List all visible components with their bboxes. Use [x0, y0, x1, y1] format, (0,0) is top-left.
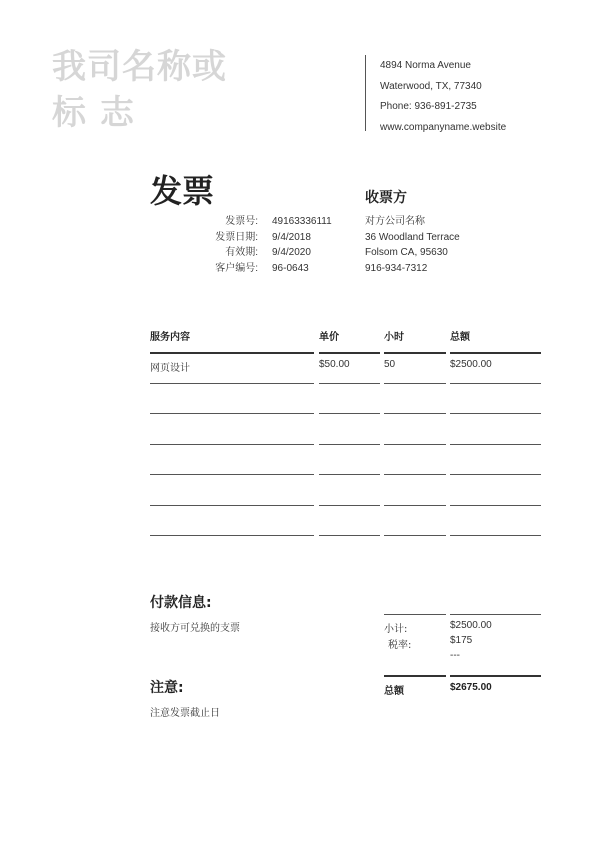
bill-to-name: 对方公司名称 [365, 216, 425, 227]
header-rule-hours [384, 352, 446, 354]
row-rule [450, 383, 541, 384]
row-rule [450, 474, 541, 475]
invoice-valid: 9/4/2020 [272, 247, 311, 258]
header-rule-service [150, 352, 314, 354]
row-rule [319, 444, 380, 445]
address-divider [365, 55, 366, 131]
row-rule [384, 383, 446, 384]
row-rule [319, 535, 380, 536]
row-1-price: $50.00 [319, 359, 350, 370]
row-rule [319, 413, 380, 414]
invoice-title: 发票 [150, 172, 215, 210]
row-1-hours: 50 [384, 359, 396, 370]
row-rule [450, 444, 541, 445]
column-header-hours: 小时 [384, 332, 404, 343]
total-value: $2675.00 [450, 682, 492, 693]
row-rule [319, 505, 380, 506]
company-city: Waterwood, TX, 77340 [380, 80, 482, 92]
company-street: 4894 Norma Avenue [380, 60, 471, 71]
tax-value: $175 [450, 635, 473, 646]
invoice-number: 49163336111 [272, 216, 332, 227]
company-logo [52, 44, 252, 136]
column-header-total: 总额 [450, 332, 470, 343]
row-rule [450, 535, 541, 536]
invoice-date: 9/4/2018 [272, 231, 311, 243]
bill-to-heading: 收票方 [365, 190, 407, 206]
summary-top-rule [450, 614, 541, 615]
customer-number: 96-0643 [272, 262, 309, 274]
payment-info-text: 接收方可兑换的支票 [150, 623, 240, 634]
header-rule-price [319, 352, 380, 354]
notes-heading: 注意: [150, 680, 184, 696]
bill-to-street: 36 Woodland Terrace [365, 231, 460, 243]
row-rule [450, 413, 541, 414]
bill-to-block [365, 214, 460, 276]
total-label: 总额 [384, 686, 404, 697]
summary-total-rule [384, 675, 446, 677]
row-rule [384, 535, 446, 536]
customer-number-label: 客户编号: [215, 262, 258, 274]
payment-info-heading: 付款信息: [150, 595, 212, 611]
summary-total-rule [450, 675, 541, 677]
row-rule [384, 413, 446, 414]
logo-line-1: 我司名称或 [52, 47, 227, 87]
row-rule [150, 413, 314, 414]
row-rule [150, 535, 314, 536]
row-rule [450, 505, 541, 506]
subtotal-value: $2500.00 [450, 620, 492, 631]
column-header-price: 单价 [319, 332, 339, 343]
logo-line-2: 标志 [52, 93, 148, 133]
subtotal-label: 小计: [384, 624, 408, 635]
column-header-service: 服务内容 [150, 332, 190, 343]
invoice-number-label: 发票号: [225, 216, 258, 227]
notes-text: 注意发票截止日 [150, 708, 220, 719]
row-rule [384, 474, 446, 475]
company-website[interactable]: www.companyname.website [380, 121, 507, 133]
company-phone: Phone: 936-891-2735 [380, 101, 477, 112]
summary-top-rule [384, 614, 446, 615]
row-rule [150, 383, 314, 384]
row-rule [150, 505, 314, 506]
invoice-valid-label: 有效期: [225, 247, 258, 258]
tax-label: 税率: [388, 640, 412, 651]
company-address [380, 56, 506, 138]
summary-dash: --- [450, 650, 460, 661]
row-rule [150, 474, 314, 475]
header-rule-total [450, 352, 541, 354]
row-1-service: 网页设计 [150, 363, 190, 374]
bill-to-phone: 916-934-7312 [365, 262, 428, 274]
row-rule [150, 444, 314, 445]
row-1-total: $2500.00 [450, 359, 492, 370]
row-rule [384, 505, 446, 506]
row-rule [384, 444, 446, 445]
invoice-date-label: 发票日期: [215, 231, 258, 243]
bill-to-city: Folsom CA, 95630 [365, 247, 448, 258]
row-rule [319, 383, 380, 384]
row-rule [319, 474, 380, 475]
